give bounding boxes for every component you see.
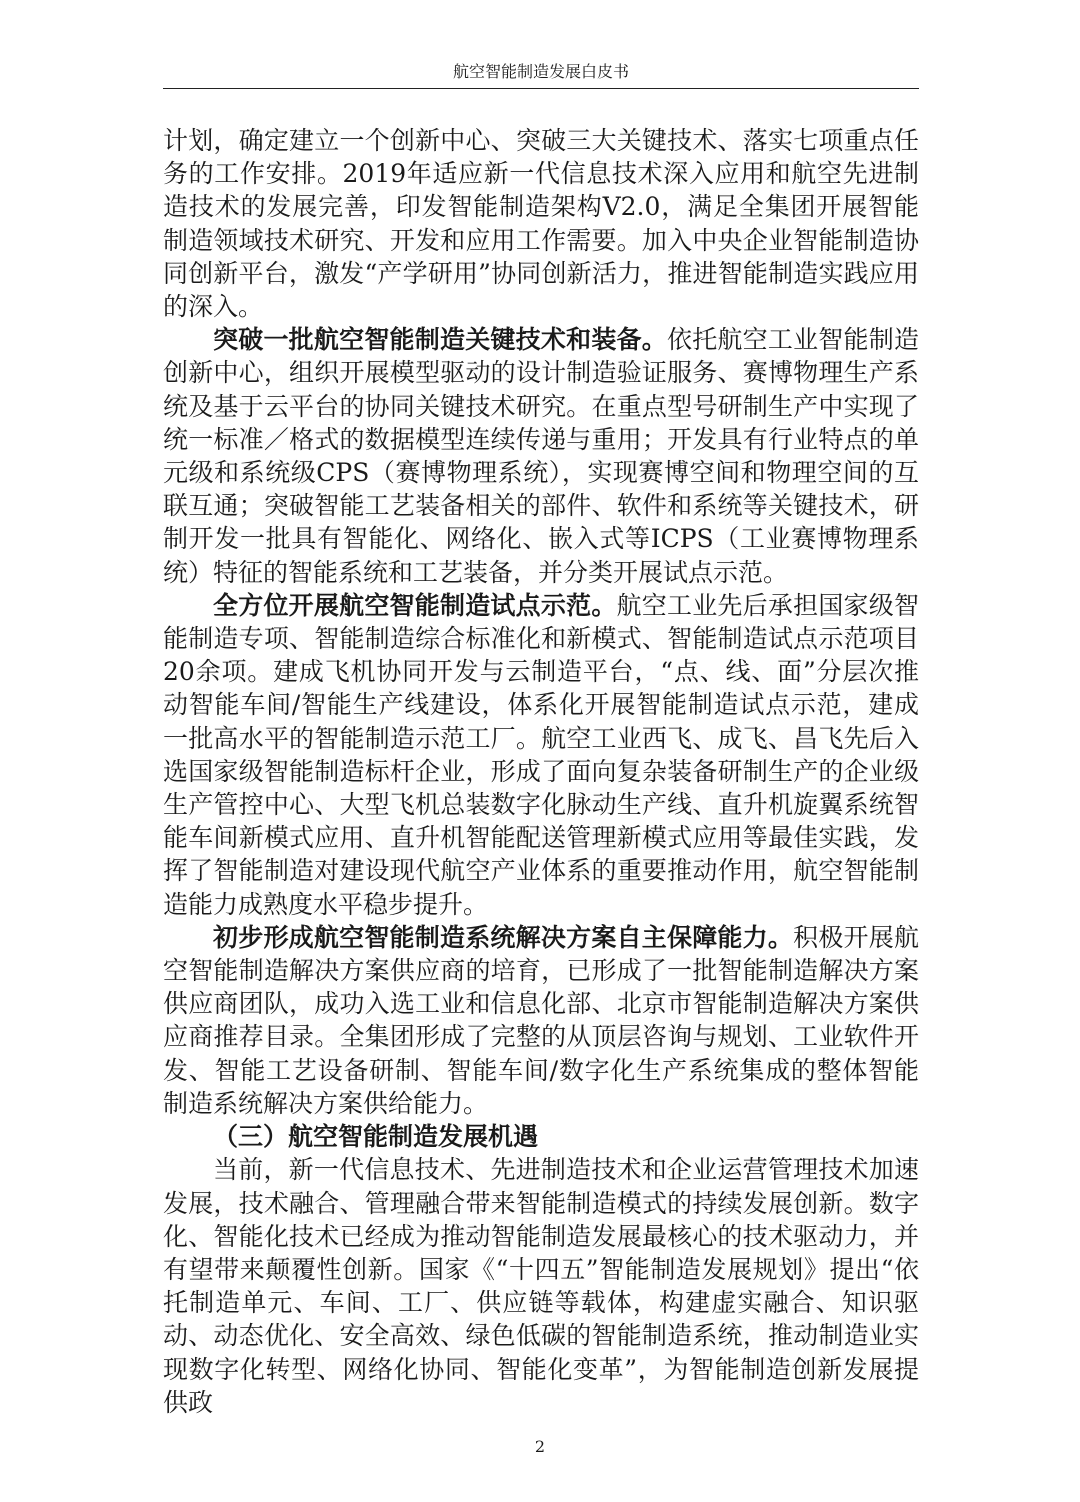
- paragraph-pilot-demonstration: [163, 589, 919, 921]
- page-header: [163, 60, 919, 89]
- paragraph-continuation: [163, 124, 919, 323]
- paragraph-text: 计划，确定建立一个创新中心、突破三大关键技术、落实七项重点任务的工作安排。2019年适应新一代信息技术深入应用和航空先进制造技术的发展完善，印发智能制造架构V2.0，满足全集团开展智能制造领域技术研究、开发和应用工作需要。加入中央企业智能制造协同创新平台，激发“产学研用”协同创新活力，推进智能制造实践应用的深入。: [163, 126, 919, 322]
- paragraph-lead: 初步形成航空智能制造系统解决方案自主保障能力。: [213, 922, 794, 952]
- paragraph-lead: 突破一批航空智能制造关键技术和装备。: [213, 325, 667, 355]
- page-number: 2: [534, 1437, 546, 1456]
- paragraph-lead: 全方位开展航空智能制造试点示范。: [213, 590, 617, 620]
- paragraph-opportunities: [163, 1153, 919, 1419]
- paragraph-text: 依托航空工业智能制造创新中心，组织开展模型驱动的设计制造验证服务、赛博物理生产系统及基于云平台的协同关键技术研究。在重点型号研制生产中实现了统一标准／格式的数据模型连续传递与重用；开发具有行业特点的单元级和系统级CPS（赛博物理系统），实现赛博空间和物理空间的互联互通；突破智能工艺装备相关的部件、软件和系统等关键技术，研制开发一批具有智能化、网络化、嵌入式等ICPS（工业赛博物理系统）特征的智能系统和工艺装备，并分类开展试点示范。: [163, 325, 919, 587]
- paragraph-key-technologies: [163, 323, 919, 589]
- document-body: [163, 124, 919, 1419]
- section-heading: （三）航空智能制造发展机遇: [213, 1122, 539, 1152]
- paragraph-text: 积极开展航空智能制造解决方案供应商的培育，已形成了一批智能制造解决方案供应商团队，成功入选工业和信息化部、北京市智能制造解决方案供应商推荐目录。全集团形成了完整的从顶层咨询与规划、工业软件开发、智能工艺设备研制、智能车间/数字化生产系统集成的整体智能制造系统解决方案供给能力。: [163, 922, 919, 1118]
- paragraph-solution-capability: [163, 921, 919, 1120]
- paragraph-text: 航空工业先后承担国家级智能制造专项、智能制造综合标准化和新模式、智能制造试点示范项目20余项。建成飞机协同开发与云制造平台，“点、线、面”分层次推动智能车间/智能生产线建设，体系化开展智能制造试点示范，建成一批高水平的智能制造示范工厂。航空工业西飞、成飞、昌飞先后入选国家级智能制造标杆企业，形成了面向复杂装备研制生产的企业级生产管控中心、大型飞机总装数字化脉动生产线、直升机旋翼系统智能车间新模式应用、直升机智能配送管理新模式应用等最佳实践，发挥了智能制造对建设现代航空产业体系的重要推动作用，航空智能制造能力成熟度水平稳步提升。: [163, 590, 919, 919]
- paragraph-text: 当前，新一代信息技术、先进制造技术和企业运营管理技术加速发展，技术融合、管理融合带来智能制造模式的持续发展创新。数字化、智能化技术已经成为推动智能制造发展最核心的技术驱动力，并有望带来颠覆性创新。国家《“十四五”智能制造发展规划》提出“依托制造单元、车间、工厂、供应链等载体，构建虚实融合、知识驱动、动态优化、安全高效、绿色低碳的智能制造系统，推动制造业实现数字化转型、网络化协同、智能化变革”，为智能制造创新发展提供政: [163, 1155, 919, 1417]
- header-title: 航空智能制造发展白皮书: [452, 62, 629, 81]
